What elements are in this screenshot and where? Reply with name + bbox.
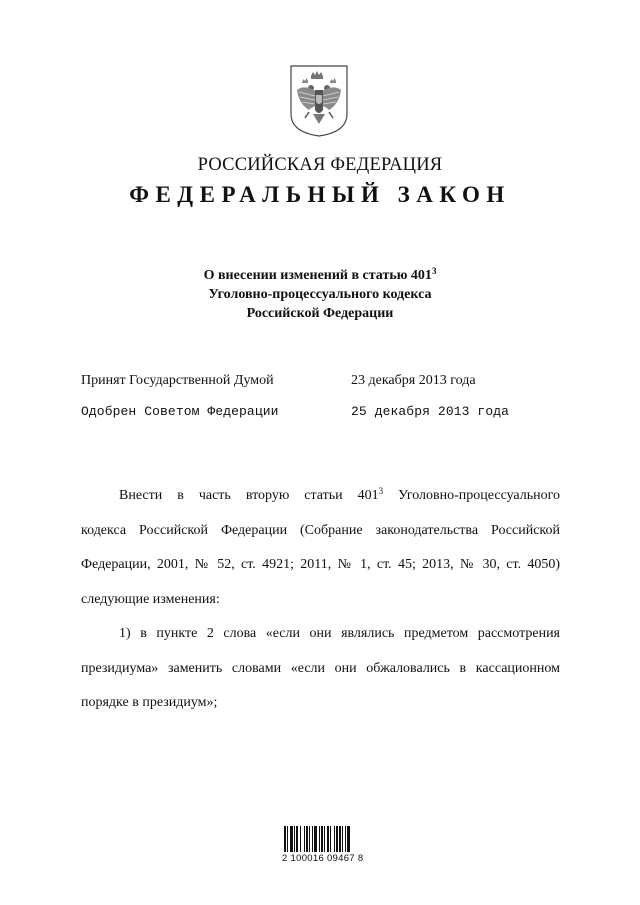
- coat-of-arms-emblem: [287, 62, 351, 138]
- barcode-bar: [319, 826, 320, 852]
- duma-adoption-date: 23 декабря 2013 года: [351, 373, 476, 388]
- country-heading: РОССИЙСКАЯ ФЕДЕРАЦИЯ: [197, 155, 443, 175]
- barcode-bar: [296, 826, 298, 852]
- barcode-bar: [294, 826, 295, 852]
- barcode-bar: [342, 826, 343, 852]
- law-type-heading: ФЕДЕРАЛЬНЫЙ ЗАКОН: [129, 182, 511, 207]
- law-title-line-3: Российской Федерации: [246, 306, 394, 321]
- body-text-segment: Уголовно-процессуального: [383, 488, 561, 503]
- barcode-bar: [324, 826, 325, 852]
- barcode-bar: [339, 826, 341, 852]
- barcode-bar: [327, 826, 329, 852]
- body-line: кодекса Российской Федерации (Собрание законодательства Российской: [81, 522, 560, 538]
- barcode-bar: [334, 826, 335, 852]
- barcode-bar: [284, 826, 286, 852]
- barcode-bar: [304, 826, 305, 852]
- barcode-bar: [321, 826, 323, 852]
- body-line: [81, 479, 560, 514]
- barcode-bar: [314, 826, 317, 852]
- body-line: 1) в пункте 2 слова «если они являлись предметом рассмотрения: [119, 626, 560, 641]
- law-title: [0, 266, 640, 323]
- duma-adoption-label: Принят Государственной Думой: [81, 373, 274, 388]
- barcode-bar: [306, 826, 308, 852]
- barcode-bar: [309, 826, 310, 852]
- barcode-bar: [312, 826, 313, 852]
- barcode-bar: [347, 826, 350, 852]
- barcode-bar: [290, 826, 293, 852]
- council-approval-date: 25 декабря 2013 года: [351, 404, 510, 419]
- council-approval-label: Одобрен Советом Федерации: [81, 404, 279, 419]
- barcode-bar: [330, 826, 331, 852]
- body-text-segment: Внести в часть вторую статьи 401: [119, 488, 379, 503]
- barcode: [282, 823, 372, 853]
- law-body: [81, 479, 560, 721]
- body-line: президиума» заменить словами «если они обжаловались в кассационном: [81, 660, 560, 676]
- body-line: порядке в президиум»;: [81, 695, 218, 710]
- barcode-bars: [284, 826, 350, 852]
- body-line: следующие изменения:: [81, 591, 220, 607]
- barcode-bar: [336, 826, 338, 852]
- body-line: Федерации, 2001, № 52, ст. 4921; 2011, № 1, ст. 45; 2013, № 30, ст. 4050): [81, 557, 560, 572]
- barcode-bar: [300, 826, 301, 852]
- law-title-line-1: [0, 266, 640, 285]
- barcode-bar: [287, 826, 288, 852]
- law-title-text-1: О внесении изменений в статью 401: [203, 268, 432, 283]
- barcode-number: 2 100016 09467 8: [282, 853, 364, 864]
- article-superscript: 3: [378, 486, 384, 496]
- law-title-line-2: Уголовно-процессуального кодекса: [208, 287, 432, 302]
- barcode-bar: [345, 826, 346, 852]
- article-superscript: 3: [431, 266, 437, 276]
